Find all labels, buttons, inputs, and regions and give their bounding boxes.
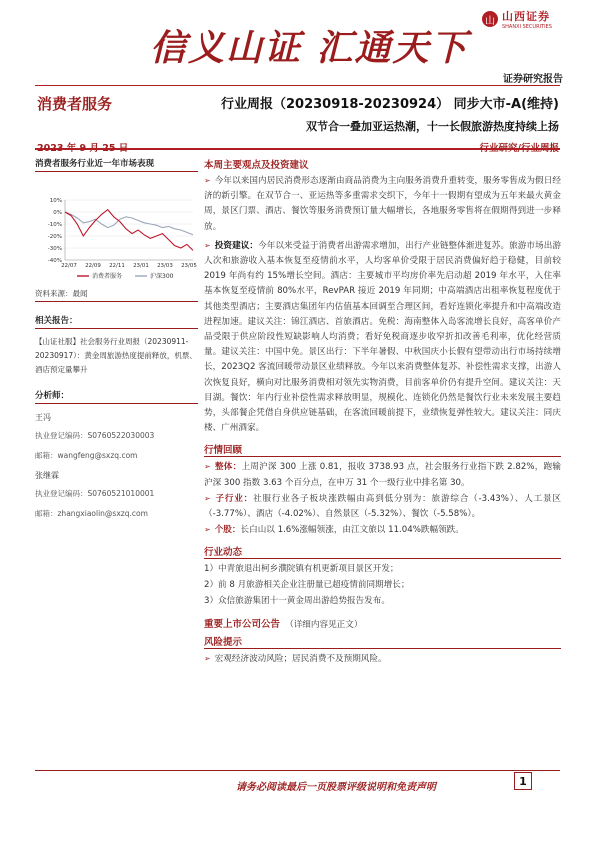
- company-logo[interactable]: [482, 8, 552, 30]
- risk-section-title: 风险提示: [204, 634, 561, 649]
- x-tick-label: 22/07: [61, 263, 77, 269]
- x-tick-label: 22/09: [85, 263, 101, 269]
- brand-slogan: 信义山证 汇通天下: [150, 27, 469, 69]
- news-list: [204, 561, 561, 609]
- chart-source: 资料来源：最闻: [35, 288, 198, 302]
- list-item: 3）众信旅游集团十一黄金周出游趋势报告发布。: [204, 596, 390, 607]
- bullet-icon: ➢: [204, 654, 211, 664]
- analyst-license: 执业登记编码：S0760521010001: [35, 489, 155, 498]
- risk-text: ➢ 宏观经济波动风险；居民消费不及预期风险。: [204, 654, 387, 665]
- series-line: [65, 210, 193, 251]
- analyst-license: 执业登记编码：S0760522030003: [35, 431, 155, 440]
- related-report-link[interactable]: 【山证社服】社会服务行业周报（20230911-20230917）：黄金周旅游热度提前释放，机票、酒店预定量攀升: [35, 337, 197, 374]
- analyst-name: 王冯: [35, 413, 51, 422]
- view-section-title: 本周主要观点及投资建议: [204, 160, 309, 171]
- disclaimer-link[interactable]: 请务必阅读最后一页股票评级说明和免责声明: [236, 782, 436, 793]
- report-date: [37, 140, 128, 154]
- news-section-title: 行业动态: [204, 544, 561, 559]
- report-category: [480, 140, 559, 154]
- list-item: 1）中青旅退出柯乡濮院镇有机更新项目景区开发；: [204, 564, 399, 575]
- x-tick-label: 23/05: [181, 263, 197, 269]
- related-reports-title: 相关报告：: [35, 314, 198, 329]
- y-tick-label: -30%: [47, 246, 62, 252]
- page-number: 1: [514, 772, 532, 790]
- banner: [0, 0, 595, 92]
- market-subsector: ➢ 子行业：社服行业各子板块涨跌幅由高到低分别为：旅游综合（-3.43%）、人工景区（-3.77%）、酒店（-4.02%）、自然景区（-5.32%）、餐饮（-5.58%）。: [204, 493, 561, 520]
- bullet-icon: ➢: [204, 525, 211, 535]
- header-divider: [35, 85, 560, 86]
- y-tick-label: -10%: [47, 222, 62, 228]
- sector-title: 消费者服务: [37, 95, 113, 113]
- bullet-icon: ➢: [204, 493, 211, 503]
- footer-divider: [35, 770, 560, 771]
- report-type-label: 证券研究报告: [503, 74, 563, 85]
- legend-label: 消费者服务: [92, 273, 123, 280]
- analyst-email[interactable]: 邮箱：zhangxiaolin@sxzq.com: [35, 509, 148, 518]
- announcement-title: 重要上市公司公告: [204, 619, 281, 631]
- logo-mark-icon: 山: [482, 11, 498, 27]
- header-divider-thick: [35, 148, 560, 150]
- market-stock: ➢ 个股：长白山以 1.6%涨幅领涨，由江文旅以 11.04%跌幅领跌。: [204, 525, 464, 536]
- right-column: [204, 157, 561, 668]
- market-performance-chart: [35, 172, 198, 284]
- analyst-email[interactable]: 邮箱：wangfeng@sxzq.com: [35, 451, 138, 460]
- report-subtitle: 双节合一叠加亚运热潮，十一长假旅游热度持续上扬: [306, 120, 559, 133]
- legend-label: 沪深300: [150, 273, 174, 280]
- view-paragraph-1: ➢ 今年以来国内居民消费形态逐渐由商品消费为主向服务消费升重转变，服务零售成为假日经济的新引擎。在双节合一、亚运热等多重需求交织下，今年十一假期有望成为五年来最火黄金周，景区门票、酒店、餐饮等服务消费预订量大幅增长，各地服务零售将在假期得到进一步释放。: [204, 176, 561, 232]
- chart-title: 消费者服务行业近一年市场表现: [35, 157, 198, 172]
- analyst-block-1: [35, 412, 198, 520]
- x-tick-label: 22/11: [109, 263, 125, 269]
- x-tick-label: 23/01: [133, 263, 149, 269]
- bullet-icon: ➢: [204, 240, 211, 250]
- announcement-header: [204, 612, 561, 631]
- left-column: [35, 157, 198, 528]
- bullet-icon: ➢: [204, 462, 211, 472]
- analyst-name: 张继霖: [35, 471, 59, 480]
- report-headline: 行业周报（20230918-20230924） 同步大市-A(维持): [221, 97, 559, 112]
- analyst-title: 分析师：: [35, 389, 198, 404]
- chart-svg: [35, 172, 198, 284]
- logo-name-cn: 山西证券: [502, 10, 550, 23]
- logo-name-en: SHANXI SECURITIES: [502, 24, 552, 30]
- y-tick-label: 10%: [49, 198, 62, 204]
- market-overall: ➢ 整体：上周沪深 300 上涨 0.81，报收 3738.93 点，社会服务行业指下跌 2.82%，跑输沪深 300 指数 3.63 个百分点，在申万 31 个一级行业中排名第 30。: [204, 462, 561, 488]
- market-section-title: 行情回顾: [204, 442, 561, 457]
- y-tick-label: -40%: [47, 258, 62, 264]
- x-tick-label: 23/03: [157, 263, 173, 269]
- view-paragraph-2: ➢ 投资建议：今年以来受益于消费者出游需求增加，出行产业链整体渐进复苏。旅游市场出游人次和旅游收入基本恢复至疫情前水平，人均客单价受限于居民消费偏好趋于稳健，目前较 2019 年尚有约 15%增长空间。酒店：主要城市平均房价率先启动超 2019 年水平，入住率基本恢复至疫情前 80%水平，RevPAR 接近 2019 年同期；中高端酒店出租率恢复程度优于其他类型酒店；主要酒店集团年内估值基本回调至合理区间，看好连锁化率提升和中高端改造进程加速。建议关注：锦江酒店、首旅酒店。免税：海南整体入岛客流增长良好，高客单价产品受限于供应阶段性短缺影响人均消费；看好免税商逐步收窄折扣改善毛利率，优化经营质量。建议关注：中国中免。景区出行：下半年暑假、中秋国庆小长假有望带动出行市场持续增长，2023Q2 客流回暖带动景区业绩释放。今年以来消费整体复苏、补偿性需求支撑，出游人次恢复良好，横向对比服务消费相对领先实物消费，目前客单价仍有提升空间。建议关注：天目湖。餐饮：年内行业补偿性需求释放明显，规模化、连锁化仍然是餐饮行业未来发展主要趋势，头部餐企凭借自身供应链基础，在客流回暖前提下，业绩恢复弹性较大。建议关注：同庆楼、广州酒家。: [204, 240, 561, 434]
- y-tick-label: -20%: [47, 234, 62, 240]
- list-item: 2）前 8 月旅游相关企业注册量已超疫情前同期增长；: [204, 580, 410, 591]
- y-tick-label: 0%: [53, 210, 62, 216]
- bullet-icon: ➢: [204, 176, 211, 185]
- announcement-note: （详细内容见正文）: [285, 620, 363, 631]
